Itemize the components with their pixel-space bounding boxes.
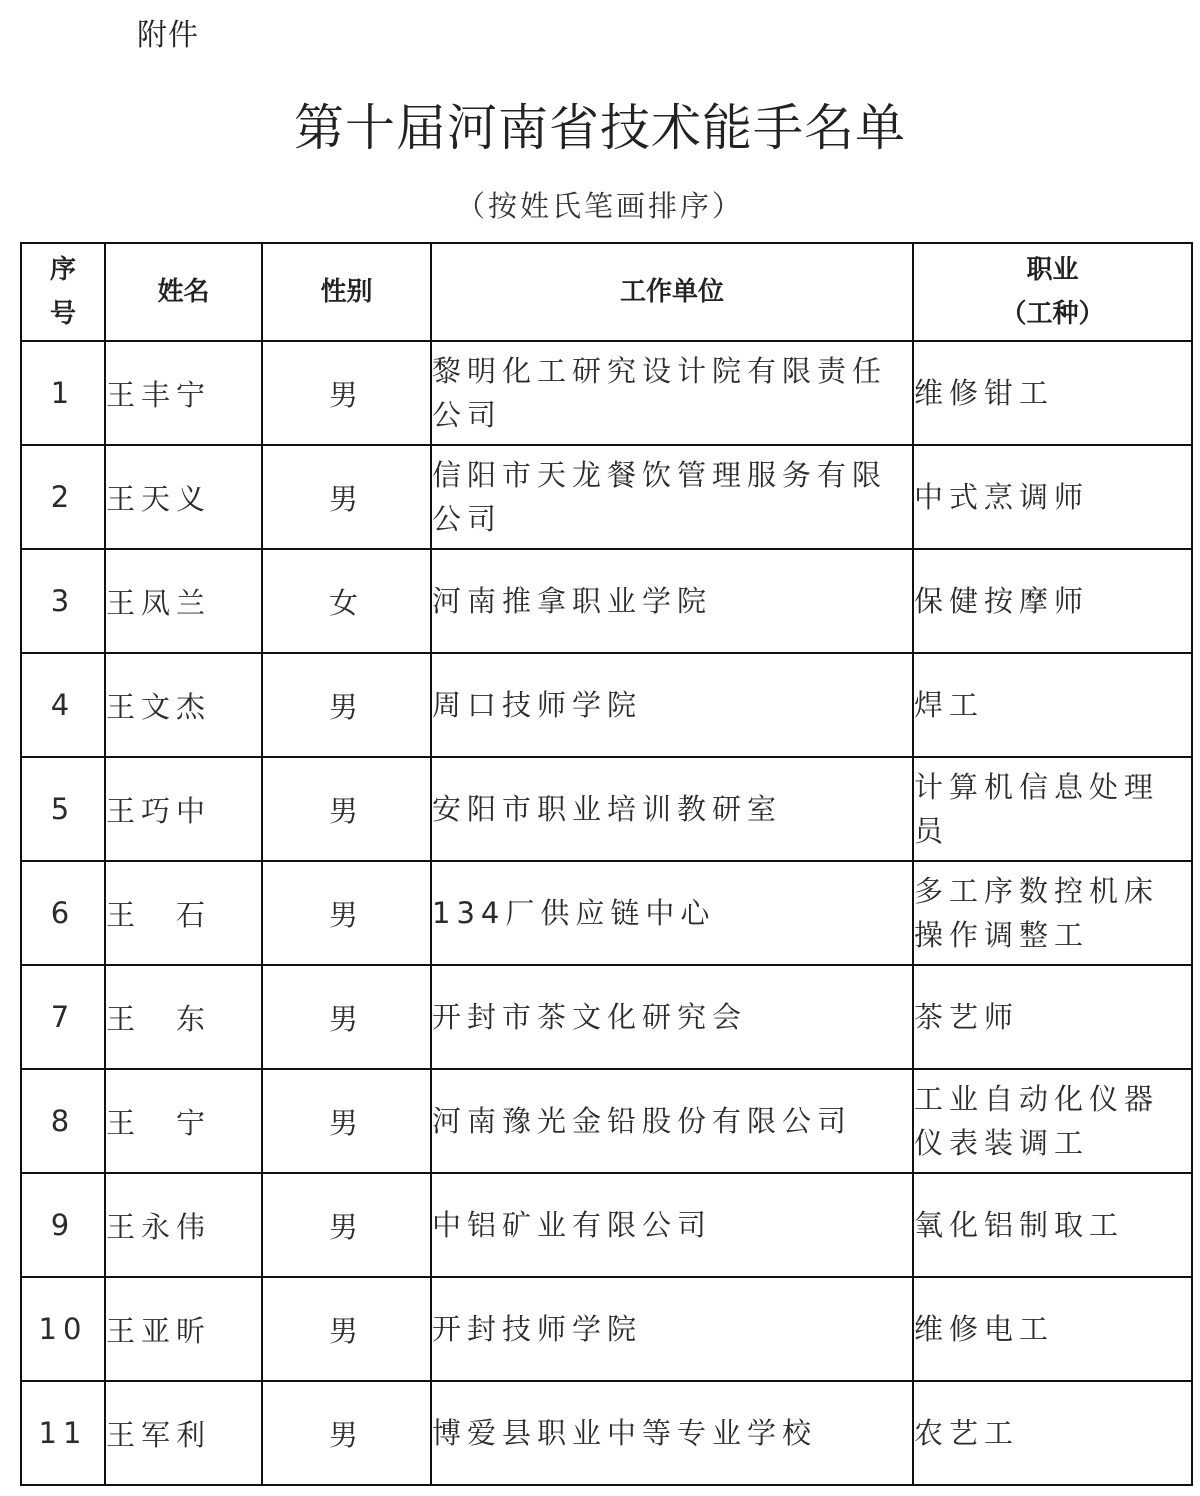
header-gender: 性别 (262, 243, 431, 341)
header-job-line1: 职业 (1026, 255, 1079, 285)
cell-job: 维修电工 (913, 1277, 1192, 1381)
cell-seq: 7 (21, 965, 105, 1069)
cell-job: 氧化铝制取工 (913, 1173, 1192, 1277)
sort-note: （按姓氏笔画排序） (455, 189, 744, 223)
roster-table (20, 242, 1193, 1486)
table-row (21, 653, 1192, 757)
cell-job: 多工序数控机床操作调整工 (913, 861, 1192, 965)
table-row (21, 1069, 1192, 1173)
cell-name: 王丰宁 (105, 341, 262, 445)
cell-job: 计算机信息处理员 (913, 757, 1192, 861)
cell-gender: 男 (262, 1173, 431, 1277)
header-job (913, 243, 1192, 341)
table-row (21, 1381, 1192, 1485)
cell-name: 王 东 (105, 965, 262, 1069)
cell-name: 王永伟 (105, 1173, 262, 1277)
cell-unit: 安阳市职业培训教研室 (431, 757, 913, 861)
cell-seq: 11 (21, 1381, 105, 1485)
cell-gender: 女 (262, 549, 431, 653)
header-seq-line2: 号 (49, 299, 76, 329)
page-title: 第十届河南省技术能手名单 (294, 99, 906, 157)
cell-unit: 开封技师学院 (431, 1277, 913, 1381)
header-seq-line1: 序 (49, 255, 76, 285)
cell-seq: 2 (21, 445, 105, 549)
cell-unit: 开封市茶文化研究会 (431, 965, 913, 1069)
cell-gender: 男 (262, 861, 431, 965)
header-name: 姓名 (105, 243, 262, 341)
cell-gender: 男 (262, 653, 431, 757)
table-row (21, 445, 1192, 549)
table-row (21, 549, 1192, 653)
table-header (21, 243, 1192, 341)
cell-gender: 男 (262, 1277, 431, 1381)
table-row (21, 341, 1192, 445)
cell-unit: 河南推拿职业学院 (431, 549, 913, 653)
table-row (21, 757, 1192, 861)
cell-gender: 男 (262, 445, 431, 549)
cell-job: 茶艺师 (913, 965, 1192, 1069)
cell-job: 保健按摩师 (913, 549, 1192, 653)
cell-name: 王军利 (105, 1381, 262, 1485)
cell-name: 王 石 (105, 861, 262, 965)
cell-seq: 3 (21, 549, 105, 653)
cell-job: 焊工 (913, 653, 1192, 757)
cell-unit: 中铝矿业有限公司 (431, 1173, 913, 1277)
cell-unit: 134厂供应链中心 (431, 861, 913, 965)
cell-name: 王 宁 (105, 1069, 262, 1173)
header-seq (21, 243, 105, 341)
table-row (21, 965, 1192, 1069)
table-body (21, 341, 1192, 1485)
cell-seq: 1 (21, 341, 105, 445)
cell-seq: 4 (21, 653, 105, 757)
cell-gender: 男 (262, 1069, 431, 1173)
cell-seq: 8 (21, 1069, 105, 1173)
header-unit: 工作单位 (431, 243, 913, 341)
cell-name: 王文杰 (105, 653, 262, 757)
cell-unit: 河南豫光金铅股份有限公司 (431, 1069, 913, 1173)
cell-gender: 男 (262, 965, 431, 1069)
cell-unit: 周口技师学院 (431, 653, 913, 757)
cell-seq: 10 (21, 1277, 105, 1381)
cell-job: 工业自动化仪器仪表装调工 (913, 1069, 1192, 1173)
table-row (21, 861, 1192, 965)
cell-seq: 6 (21, 861, 105, 965)
table-row (21, 1277, 1192, 1381)
cell-name: 王亚昕 (105, 1277, 262, 1381)
cell-job: 中式烹调师 (913, 445, 1192, 549)
cell-seq: 9 (21, 1173, 105, 1277)
cell-gender: 男 (262, 1381, 431, 1485)
cell-gender: 男 (262, 341, 431, 445)
cell-name: 王巧中 (105, 757, 262, 861)
cell-name: 王凤兰 (105, 549, 262, 653)
cell-unit: 博爱县职业中等专业学校 (431, 1381, 913, 1485)
header-row (21, 243, 1192, 341)
table-row (21, 1173, 1192, 1277)
cell-gender: 男 (262, 757, 431, 861)
cell-job: 维修钳工 (913, 341, 1192, 445)
cell-job: 农艺工 (913, 1381, 1192, 1485)
cell-unit: 信阳市天龙餐饮管理服务有限公司 (431, 445, 913, 549)
attachment-label: 附件 (137, 18, 199, 53)
cell-seq: 5 (21, 757, 105, 861)
cell-unit: 黎明化工研究设计院有限责任公司 (431, 341, 913, 445)
cell-name: 王天义 (105, 445, 262, 549)
header-job-line2: （工种） (1000, 299, 1105, 329)
